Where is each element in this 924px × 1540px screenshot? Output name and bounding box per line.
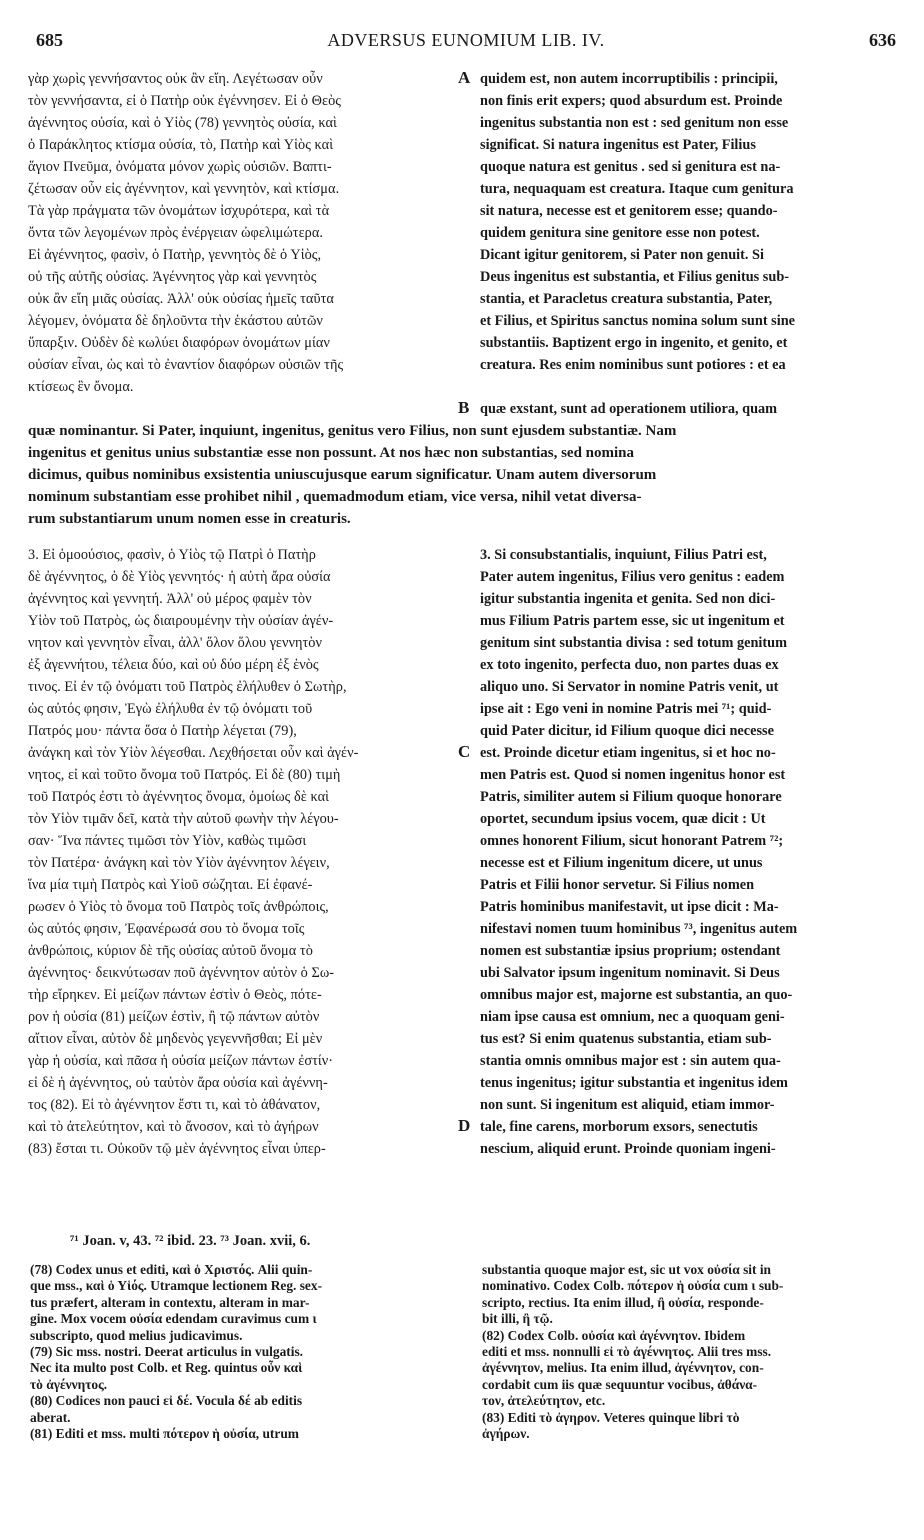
text-line: Nec ita multo post Colb. et Reg. quintus οὖν καὶ [30, 1360, 303, 1376]
text-line: necesse est et Filium ingenitum dicere, ut unus [480, 855, 763, 871]
text-line: ὡς αὐτός φησιν, Ἐγὼ ἐλήλυθα ἐν τῷ ὀνόματι τοῦ [28, 701, 313, 717]
footnotes-left [30, 1262, 458, 1442]
text-line: τον, ἀτελεύτητον, etc. [482, 1393, 606, 1409]
text-line: τὸ ἀγέννητος. [30, 1376, 108, 1392]
text-line: bit illi, ἢ τῷ. [482, 1311, 553, 1327]
text-line: ἀνθρώποις, κύριον δὲ τῆς οὐσίας αὐτοῦ ὄνομα τὸ [28, 943, 313, 959]
text-line: ingenitus substantia non est : sed genitum non esse [480, 115, 789, 131]
page-number-left: 685 [36, 30, 63, 50]
text-line: οὐκ ἂν εἴη μιᾶς οὐσίας. Ἀλλ' οὐκ οὐσίας ἡμεῖς ταῦτα [28, 291, 334, 307]
text-line: ὄντα τῶν λεγομένων πρὸς ἐνέργειαν ὠφελιμώτερα. [28, 225, 323, 241]
text-line: quoque natura est genitus . sed si genitura est na- [480, 159, 781, 175]
text-line: nominativo. Codex Colb. πότερον ἡ οὐσία cum ι sub- [482, 1278, 784, 1294]
text-line: ingenitus et genitus unius substantiæ esse non possunt. At nos hæc non substantias, sed nomina [28, 445, 635, 461]
text-line: Patris hominibus manifestavit, ut ipse dicit : Ma- [480, 899, 779, 915]
text-line: creatura. Res enim nominibus sunt potiores : et ea [480, 357, 786, 373]
text-line: rum substantiarum unum nomen esse in creaturis. [28, 511, 351, 527]
text-line: que mss., καὶ ὁ Υἱός. Utramque lectionem Reg. sex- [30, 1278, 323, 1294]
text-line: 3. Εἰ ὁμοούσιος, φασὶν, ὁ Υἱὸς τῷ Πατρὶ ὁ Πατὴρ [28, 547, 316, 563]
text-line: niam ipse causa est omnium, nec a quoquam geni- [480, 1009, 785, 1025]
latin-column-block1-b [480, 398, 892, 420]
text-line: τὸν Υἱὸν τιμᾶν δεῖ, κατὰ τὴν αὐτοῦ φωνὴν τὴν λέγου- [28, 811, 339, 827]
text-line: tale, fine carens, morborum exsors, senectutis [480, 1119, 758, 1135]
text-line: quæ nominantur. Si Pater, inquiunt, ingenitus, genitus vero Filius, non sunt ejusdem substantiæ. Nam [28, 423, 677, 439]
text-line: est. Proinde dicetur etiam ingenitus, si et hoc no- [480, 745, 776, 761]
text-line: aliquo uno. Si Servator in nomine Patris venit, ut [480, 679, 779, 695]
text-line: τὸν γεννήσαντα, εἰ ὁ Πατὴρ οὐκ ἐγέννησεν. Εἰ ὁ Θεὸς [28, 93, 341, 109]
text-line: nifestavi nomen tuum hominibus ⁷³, ingenitus autem [480, 921, 798, 937]
text-line: νητος, εἰ καὶ τοῦτο ὄνομα τοῦ Πατρός. Εἰ δὲ (80) τιμὴ [28, 767, 341, 783]
text-line: dicimus, quibus nominibus exsistentia uniuscujusque earum significatur. Unam autem diversorum [28, 467, 657, 483]
text-line: ἅγιον Πνεῦμα, ὀνόματα μόνον χωρὶς οὐσιῶν. Βαπτι- [28, 159, 332, 175]
text-line: aberat. [30, 1409, 71, 1425]
text-line: nominum substantiam esse prohibet nihil , quemadmodum etiam, vice versa, nihil vetat diversa- [28, 489, 642, 505]
text-line: cordabit cum iis quæ sequuntur vocibus, ἀθάνα- [482, 1376, 758, 1392]
text-line: ipse ait : Ego veni in nomine Patris mei ⁷¹; quid- [480, 701, 772, 717]
text-line: omnibus major est, majorne est substantia, an quo- [480, 987, 793, 1003]
text-line: stantia omnis omnibus major est : sin autem qua- [480, 1053, 781, 1069]
text-line: ἀγήρων. [482, 1425, 530, 1441]
margin-letter-b: B [458, 398, 470, 417]
text-line: Pater autem ingenitus, Filius vero genitus : eadem [480, 569, 785, 585]
text-line: gine. Mox vocem οὐσία edendam curavimus cum ι [30, 1311, 317, 1327]
text-line: Dicant igitur genitorem, si Pater non genuit. Si [480, 247, 764, 263]
text-line: et Filius, et Spiritus sanctus nomina solum sunt sine [480, 313, 795, 329]
text-line: ἵνα μία τιμὴ Πατρὸς καὶ Υἱοῦ σώζηται. Εἰ ἐφανέ- [28, 877, 313, 893]
text-line: oportet, secundum ipsius vocem, quæ dicit : Ut [480, 811, 766, 827]
text-line: tura, nequaquam est creatura. Itaque cum genitura [480, 181, 794, 197]
running-header [36, 30, 896, 56]
text-line: ἀγέννητος οὐσία, καὶ ὁ Υἱὸς (78) γεννητὸς οὐσία, καὶ [28, 115, 337, 131]
text-line: (83) ἔσται τι. Οὐκοῦν τῷ μὲν ἀγέννητος εἶναι ὑπερ- [28, 1141, 326, 1157]
text-line: σαν· Ἵνα πάντες τιμῶσι τὸν Υἱὸν, καθὼς τιμῶσι [28, 833, 307, 849]
text-line: substantiis. Baptizent ergo in ingenito, et genito, et [480, 335, 788, 351]
text-line: non sunt. Si ingenitum est aliquid, etiam immor- [480, 1097, 775, 1113]
text-line: αἴτιον εἶναι, αὐτὸν δὲ μηδενὸς γεγεννῆσθαι; Εἰ μὲν [28, 1031, 323, 1047]
text-line: quidem genitura sine genitore esse non potest. [480, 225, 760, 241]
text-line: κτίσεως ἓν ὄνομα. [28, 379, 134, 395]
text-line: ἀνάγκη καὶ τὸν Υἱὸν λέγεσθαι. Λεχθήσεται οὖν καὶ ἀγέν- [28, 745, 359, 761]
text-line: mus Filium Patris partem esse, sic ut ingenitum et [480, 613, 785, 629]
latin-column-block1 [480, 68, 892, 376]
text-line: καὶ τὸ ἀτελεύτητον, καὶ τὸ ἄνοσον, καὶ τὸ ἀγήρων [28, 1119, 319, 1135]
margin-letter-d: D [458, 1116, 471, 1135]
text-line: genitum sint substantia divisa : sed totum genitum [480, 635, 788, 651]
text-line: οὐ τῆς αὐτῆς οὐσίας. Ἀγέννητος γὰρ καὶ γεννητὸς [28, 269, 317, 285]
text-line: ubi Salvator ipsum ingenitum nominavit. Si Deus [480, 965, 780, 981]
text-line: substantia quoque major est, sic ut vox οὐσία sit in [482, 1262, 771, 1277]
text-line: τινος. Εἰ ἐν τῷ ὀνόματι τοῦ Πατρὸς ἐλήλυθεν ὁ Σωτὴρ, [28, 679, 347, 695]
text-line: ἀγέννητος· δεικνύτωσαν ποῦ ἀγέννητον αὐτὸν ὁ Σω- [28, 965, 335, 981]
text-line: stantia, et Paracletus creatura substantia, Pater, [480, 291, 773, 307]
text-line: ὕπαρξιν. Οὐδὲν δὲ κωλύει διαφόρων ὀνομάτων μίαν [28, 335, 330, 351]
text-line: ἀγέννητος καὶ γεννητή. Ἀλλ' οὐ μέρος φαμὲν τὸν [28, 591, 312, 607]
text-line: (83) Editi τὸ ἀγηρον. Veteres quinque libri τὸ [482, 1409, 740, 1425]
text-line: δὲ ἀγέννητος, ὁ δὲ Υἱὸς γεννητός· ἡ αὐτὴ ἄρα οὐσία [28, 569, 331, 585]
margin-letter-a: A [458, 68, 471, 87]
margin-letter-c: C [458, 742, 471, 761]
text-line: ὡς αὐτός φησιν, Ἐφανέρωσά σου τὸ ὄνομα τοῖς [28, 921, 305, 937]
text-line: ὁ Παράκλητος κτίσμα οὐσία, τὸ, Πατὴρ καὶ Υἱὸς καὶ [28, 137, 334, 153]
text-line: Πατρός μου· πάντα ὅσα ὁ Πατὴρ λέγεται (79), [28, 723, 297, 739]
greek-column-block1 [28, 68, 456, 398]
text-line: quidem est, non autem incorruptibilis : principii, [480, 71, 778, 87]
text-line: editi et mss. nonnulli εἰ τὸ ἀγέννητος. Alii tres mss. [482, 1343, 772, 1359]
text-line: (78) Codex unus et editi, καὶ ὁ Χριστός. Alii quin- [30, 1262, 313, 1277]
greek-column-block2 [28, 544, 456, 1160]
text-line: scripto, rectius. Ita enim illud, ἢ οὐσία, responde- [482, 1294, 764, 1310]
text-line: nomen est substantiæ ipsius proprium; ostendant [480, 943, 781, 959]
text-line: nescium, aliquid erunt. Proinde quoniam ingeni- [480, 1141, 776, 1157]
text-line: men Patris est. Quod si nomen ingenitus honor est [480, 767, 786, 783]
text-line: ζέτωσαν οὖν εἰς ἀγέννητον, καὶ γεννητὸν, καὶ κτίσμα. [28, 181, 340, 197]
text-line: ἐξ ἀγεννήτου, τέλεια δύο, καὶ οὐ δύο μέρη ἐξ ἑνὸς [28, 657, 319, 673]
text-line: τὴρ εἴρηκεν. Εἰ μείζων πάντων ἐστὶν ὁ Θεὸς, πότε- [28, 987, 322, 1003]
text-line: Υἱὸν τοῦ Πατρὸς, ὡς διαιρουμένην τὴν οὐσίαν ἀγέν- [28, 613, 334, 629]
text-line: tus est? Si enim quatenus substantia, etiam sub- [480, 1031, 772, 1047]
text-line: (82) Codex Colb. οὐσία καὶ ἀγέννητον. Ibidem [482, 1327, 746, 1343]
text-line: omnes honorent Filium, sicut honorant Patrem ⁷²; [480, 833, 784, 849]
page-number-right: 636 [869, 30, 896, 50]
scripture-references: ⁷¹ Joan. v, 43. ⁷² ibid. 23. ⁷³ Joan. xvii, 6. [70, 1233, 311, 1249]
text-line: γὰρ χωρὶς γεννήσαντος οὐκ ἂν εἴη. Λεγέτωσαν οὖν [28, 71, 323, 87]
text-line: significat. Si natura ingenitus est Pater, Filius [480, 137, 756, 153]
text-line: Εἰ ἀγέννητος, φασὶν, ὁ Πατὴρ, γεννητὸς δὲ ὁ Υἱὸς, [28, 247, 322, 263]
text-line: tenus ingenitus; igitur substantia et ingenitus idem [480, 1075, 788, 1091]
running-title: ADVERSUS EUNOMIUM LIB. IV. [327, 30, 605, 50]
footnotes-right [482, 1262, 894, 1442]
text-line: τος (82). Εἰ τὸ ἀγέννητον ἔστι τι, καὶ τὸ ἀθάνατον, [28, 1097, 321, 1113]
text-line: (80) Codices non pauci εἰ δέ. Vocula δέ ab editis [30, 1393, 303, 1409]
text-line: λέγομεν, ὀνόματα δὲ δηλοῦντα τὴν ἑκάστου αὐτῶν [28, 313, 323, 329]
text-line: οὐσίαν εἶναι, ὡς καὶ τὸ ἐναντίον διαφόρων οὐσιῶν τῆς [28, 357, 344, 373]
text-line: νητον καὶ γεννητὸν εἶναι, ἀλλ' ὅλον ὅλου γεννητὸν [28, 635, 323, 651]
text-line: sit natura, necesse est et genitorem esse; quando- [480, 203, 778, 219]
text-line: ἀγέννητον, melius. Ita enim illud, ἀγέννητον, con- [482, 1360, 764, 1376]
text-line: (81) Editi et mss. multi πότερον ἡ οὐσία, utrum [30, 1425, 299, 1441]
text-line: quæ exstant, sunt ad operationem utiliora, quam [480, 401, 778, 417]
text-line: εἰ δὲ ἡ ἀγέννητος, οὐ ταὐτὸν ἄρα οὐσία καὶ ἀγέννη- [28, 1075, 328, 1091]
latin-full-width [28, 420, 894, 530]
text-line: Τὰ γὰρ πράγματα τῶν ὀνομάτων ἰσχυρότερα, καὶ τὰ [28, 203, 330, 219]
text-line: 3. Si consubstantialis, inquiunt, Filius Patri est, [480, 547, 767, 563]
text-line: (79) Sic mss. nostri. Deerat articulus in vulgatis. [30, 1343, 304, 1359]
text-line: tus præfert, alteram in contextu, alteram in mar- [30, 1294, 310, 1310]
text-line: subscripto, quod melius judicavimus. [30, 1327, 243, 1343]
text-line: non finis erit expers; quod absurdum est. Proinde [480, 93, 783, 109]
text-line: quid Pater dicitur, id Filium quoque dici necesse [480, 723, 774, 739]
text-line: Patris et Filii honor servetur. Si Filius nomen [480, 877, 755, 893]
text-line: ex toto ingenito, perfecta duo, non partes duas ex [480, 657, 779, 673]
text-line: Patris, similiter autem si Filium quoque honorare [480, 789, 782, 805]
text-line: τοῦ Πατρός ἐστι τὸ ἀγέννητος ὄνομα, ὁμοίως δὲ καὶ [28, 789, 330, 805]
text-line: Deus ingenitus est substantia, et Filius genitus sub- [480, 269, 790, 285]
text-line: γὰρ ἡ οὐσία, καὶ πᾶσα ἡ οὐσία μείζων πάντων ἐστίν· [28, 1053, 334, 1069]
text-line: ρωσεν ὁ Υἱὸς τὸ ὄνομα τοῦ Πατρὸς τοῖς ἀνθρώποις, [28, 899, 329, 915]
latin-column-block2 [480, 544, 892, 1160]
text-line: igitur substantia ingenita et genita. Sed non dici- [480, 591, 776, 607]
text-line: ρον ἡ οὐσία (81) μείζων ἐστὶν, ἢ τῷ πάντων αὐτὸν [28, 1009, 320, 1025]
text-line: τὸν Πατέρα· ἀνάγκη καὶ τὸν Υἱὸν ἀγέννητον λέγειν, [28, 855, 330, 871]
